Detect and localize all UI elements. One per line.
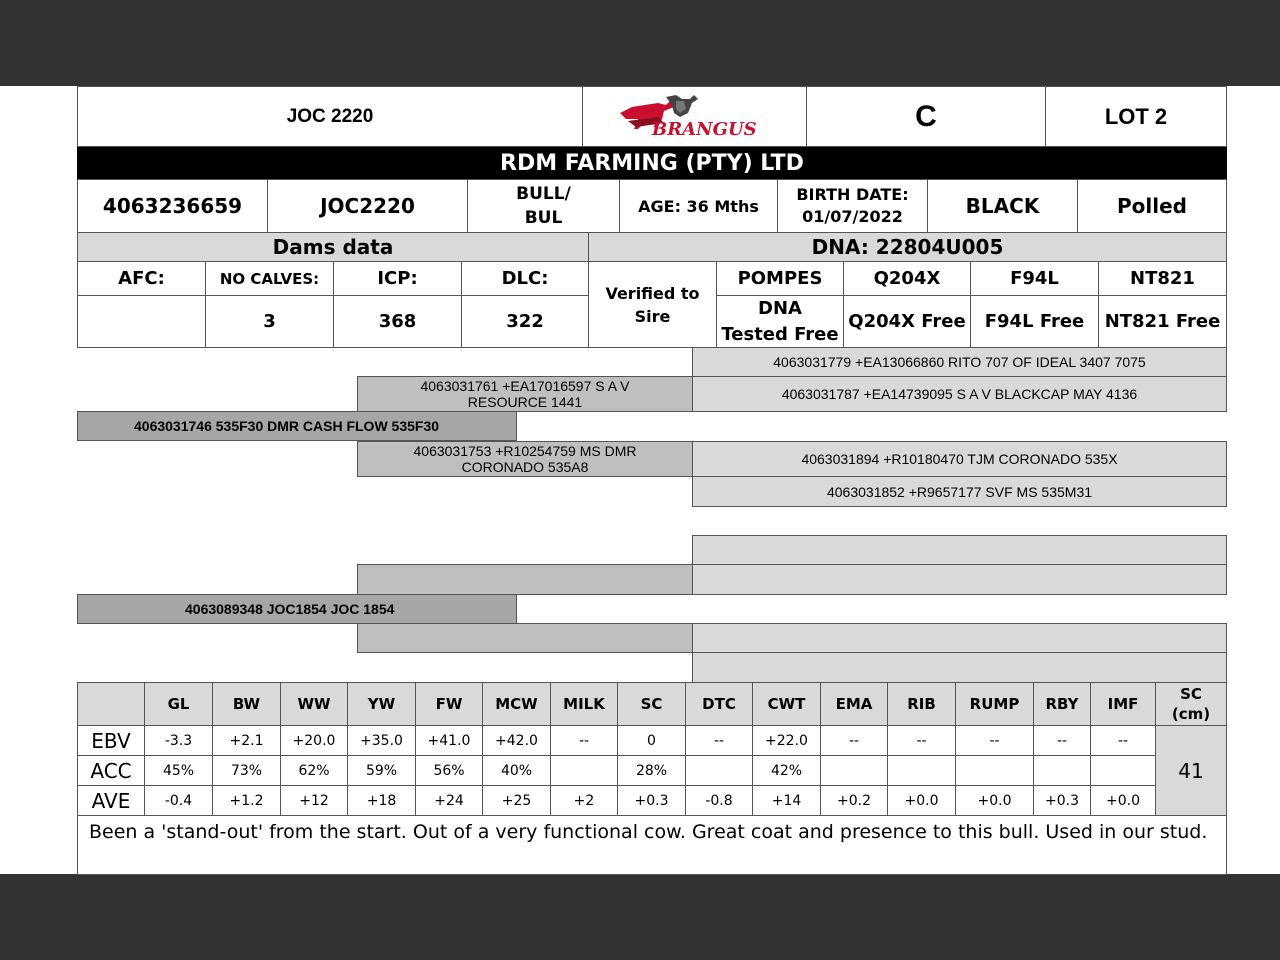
acc-cell xyxy=(551,756,618,786)
icp-label: ICP: xyxy=(333,261,462,296)
pedigree-sd-dam: 4063031852 +R9657177 SVF MS 535M31 xyxy=(692,476,1227,507)
ebv-col-mcw: MCW xyxy=(483,683,551,726)
ave-cell: +0.0 xyxy=(888,786,956,816)
acc-cell xyxy=(1034,756,1091,786)
verified-to-sire xyxy=(588,261,717,348)
no-calves-label: NO CALVES: xyxy=(205,261,334,296)
verified-line-1: Verified to xyxy=(605,283,700,303)
ave-cell: +0.0 xyxy=(1091,786,1156,816)
ave-row xyxy=(78,786,1227,816)
ebv-col-dtc: DTC xyxy=(686,683,753,726)
sex-line-2: BUL xyxy=(524,208,563,228)
dna-test-f94l-name: F94L xyxy=(970,261,1099,296)
ebv-cell: +20.0 xyxy=(281,726,348,756)
ave-cell: +0.3 xyxy=(618,786,686,816)
age-cell: AGE: 36 Mths xyxy=(619,179,778,233)
ebv-cell: -- xyxy=(821,726,888,756)
ebv-cell: +35.0 xyxy=(348,726,416,756)
lot-number: LOT 2 xyxy=(1045,86,1227,147)
ave-row-label: AVE xyxy=(78,786,145,816)
breeder-banner: RDM FARMING (PTY) LTD xyxy=(77,147,1227,179)
ebv-cell: +2.1 xyxy=(213,726,281,756)
sc-header-line-1: SC xyxy=(1180,685,1202,703)
sire-sire-line-1: 4063031761 +EA17016597 S A V xyxy=(420,378,630,394)
horn-status-cell: Polled xyxy=(1077,179,1227,233)
brangus-logo xyxy=(618,93,768,139)
ebv-table xyxy=(77,682,1227,816)
ebv-col-rib: RIB xyxy=(888,683,956,726)
ebv-cell: +42.0 xyxy=(483,726,551,756)
acc-cell: 59% xyxy=(348,756,416,786)
ebv-col-imf: IMF xyxy=(1091,683,1156,726)
sex-line-1: BULL/ xyxy=(516,184,571,204)
ebv-col-yw: YW xyxy=(348,683,416,726)
acc-cell: 28% xyxy=(618,756,686,786)
dlc-label: DLC: xyxy=(461,261,589,296)
ebv-cell: -- xyxy=(551,726,618,756)
acc-cell: 56% xyxy=(416,756,483,786)
pedigree-sd-sire: 4063031894 +R10180470 TJM CORONADO 535X xyxy=(692,441,1227,477)
pedigree-dam-sire xyxy=(357,564,693,595)
acc-cell: 40% xyxy=(483,756,551,786)
pedigree-ds-dam xyxy=(692,564,1227,595)
sc-header-line-2: (cm) xyxy=(1171,705,1211,723)
dna-test-pompes-name: POMPES xyxy=(716,261,844,296)
sire-dam-line-2: CORONADO 535A8 xyxy=(461,459,589,475)
pompes-result-line-2: Tested Free xyxy=(721,323,839,345)
animal-name: JOC2220 xyxy=(267,179,468,233)
logo-text: BRANGUS xyxy=(652,119,757,139)
verified-line-2: Sire xyxy=(634,306,671,326)
ave-cell: +1.2 xyxy=(213,786,281,816)
ebv-col-rump: RUMP xyxy=(956,683,1034,726)
ebv-cell: -- xyxy=(686,726,753,756)
pedigree-dd-sire xyxy=(692,623,1227,653)
ebv-col-ema: EMA xyxy=(821,683,888,726)
ave-cell: +18 xyxy=(348,786,416,816)
sire-sire-line-2: RESOURCE 1441 xyxy=(467,394,583,410)
dna-heading: DNA: 22804U005 xyxy=(588,232,1227,262)
ebv-cell: +22.0 xyxy=(753,726,821,756)
pedigree-ds-sire xyxy=(692,535,1227,565)
ebv-corner-cell xyxy=(78,683,145,726)
acc-cell xyxy=(1091,756,1156,786)
ebv-cell: +41.0 xyxy=(416,726,483,756)
comment-box: Been a 'stand-out' from the start. Out of a very functional cow. Great coat and presence to this bull. Used in our stud. xyxy=(77,815,1227,875)
ave-cell: +24 xyxy=(416,786,483,816)
ebv-row-label: EBV xyxy=(78,726,145,756)
acc-cell xyxy=(686,756,753,786)
pedigree-sire: 4063031746 535F30 DMR CASH FLOW 535F30 xyxy=(77,411,517,441)
ebv-col-sc: SC xyxy=(618,683,686,726)
dna-test-pompes-result xyxy=(716,295,844,348)
birth-date-label: BIRTH DATE: xyxy=(796,185,909,204)
ebv-row xyxy=(78,726,1227,756)
ave-cell: -0.8 xyxy=(686,786,753,816)
acc-cell: 42% xyxy=(753,756,821,786)
pedigree-ss-dam: 4063031787 +EA14739095 S A V BLACKCAP MAY 4136 xyxy=(692,376,1227,412)
acc-cell: 45% xyxy=(145,756,213,786)
dna-test-nt821-result: NT821 Free xyxy=(1098,295,1227,348)
afc-value xyxy=(77,295,206,348)
dlc-value: 322 xyxy=(461,295,589,348)
registration-number: 4063236659 xyxy=(77,179,268,233)
ebv-col-cwt: CWT xyxy=(753,683,821,726)
acc-row-label: ACC xyxy=(78,756,145,786)
no-calves-value: 3 xyxy=(205,295,334,348)
ebv-col-milk: MILK xyxy=(551,683,618,726)
acc-row xyxy=(78,756,1227,786)
pedigree-sire-sire xyxy=(357,376,693,412)
ave-cell: +0.3 xyxy=(1034,786,1091,816)
animal-id-heading: JOC 2220 xyxy=(77,86,583,147)
ebv-cell: 0 xyxy=(618,726,686,756)
ave-cell: +25 xyxy=(483,786,551,816)
pompes-result-line-1: DNA xyxy=(758,297,802,319)
dna-test-q204x-name: Q204X xyxy=(843,261,971,296)
ebv-cell: -- xyxy=(956,726,1034,756)
dna-test-f94l-result: F94L Free xyxy=(970,295,1099,348)
ebv-col-ww: WW xyxy=(281,683,348,726)
pedigree-dam: 4063089348 JOC1854 JOC 1854 xyxy=(77,594,517,624)
ave-cell: +14 xyxy=(753,786,821,816)
ave-cell: +0.0 xyxy=(956,786,1034,816)
ave-cell: +2 xyxy=(551,786,618,816)
dams-data-heading: Dams data xyxy=(77,232,589,262)
ebv-cell: -3.3 xyxy=(145,726,213,756)
ebv-cell: -- xyxy=(1034,726,1091,756)
acc-cell xyxy=(956,756,1034,786)
ebv-col-rby: RBY xyxy=(1034,683,1091,726)
ave-cell: +12 xyxy=(281,786,348,816)
pedigree-dam-dam xyxy=(357,623,693,653)
acc-cell: 62% xyxy=(281,756,348,786)
sc-cm-value: 41 xyxy=(1156,726,1227,816)
birth-date-value: 01/07/2022 xyxy=(802,207,903,226)
ebv-col-gl: GL xyxy=(145,683,213,726)
dna-test-nt821-name: NT821 xyxy=(1098,261,1227,296)
sex-cell xyxy=(467,179,620,233)
sc-cm-header xyxy=(1156,683,1227,726)
color-cell: BLACK xyxy=(927,179,1078,233)
pedigree-dd-dam xyxy=(692,652,1227,683)
ebv-cell: -- xyxy=(888,726,956,756)
ave-cell: +0.2 xyxy=(821,786,888,816)
acc-cell xyxy=(888,756,956,786)
pedigree-ss-sire: 4063031779 +EA13066860 RITO 707 OF IDEAL 3407 7075 xyxy=(692,347,1227,377)
dna-test-q204x-result: Q204X Free xyxy=(843,295,971,348)
ebv-header-row xyxy=(78,683,1227,726)
acc-cell xyxy=(821,756,888,786)
ave-cell: -0.4 xyxy=(145,786,213,816)
acc-cell: 73% xyxy=(213,756,281,786)
sire-dam-line-1: 4063031753 +R10254759 MS DMR xyxy=(413,443,637,459)
pedigree-sire-dam xyxy=(357,441,693,477)
ebv-cell: -- xyxy=(1091,726,1156,756)
birth-date-cell xyxy=(777,179,928,233)
ebv-col-fw: FW xyxy=(416,683,483,726)
icp-value: 368 xyxy=(333,295,462,348)
afc-label: AFC: xyxy=(77,261,206,296)
grade-cell: C xyxy=(806,86,1046,147)
ebv-col-bw: BW xyxy=(213,683,281,726)
